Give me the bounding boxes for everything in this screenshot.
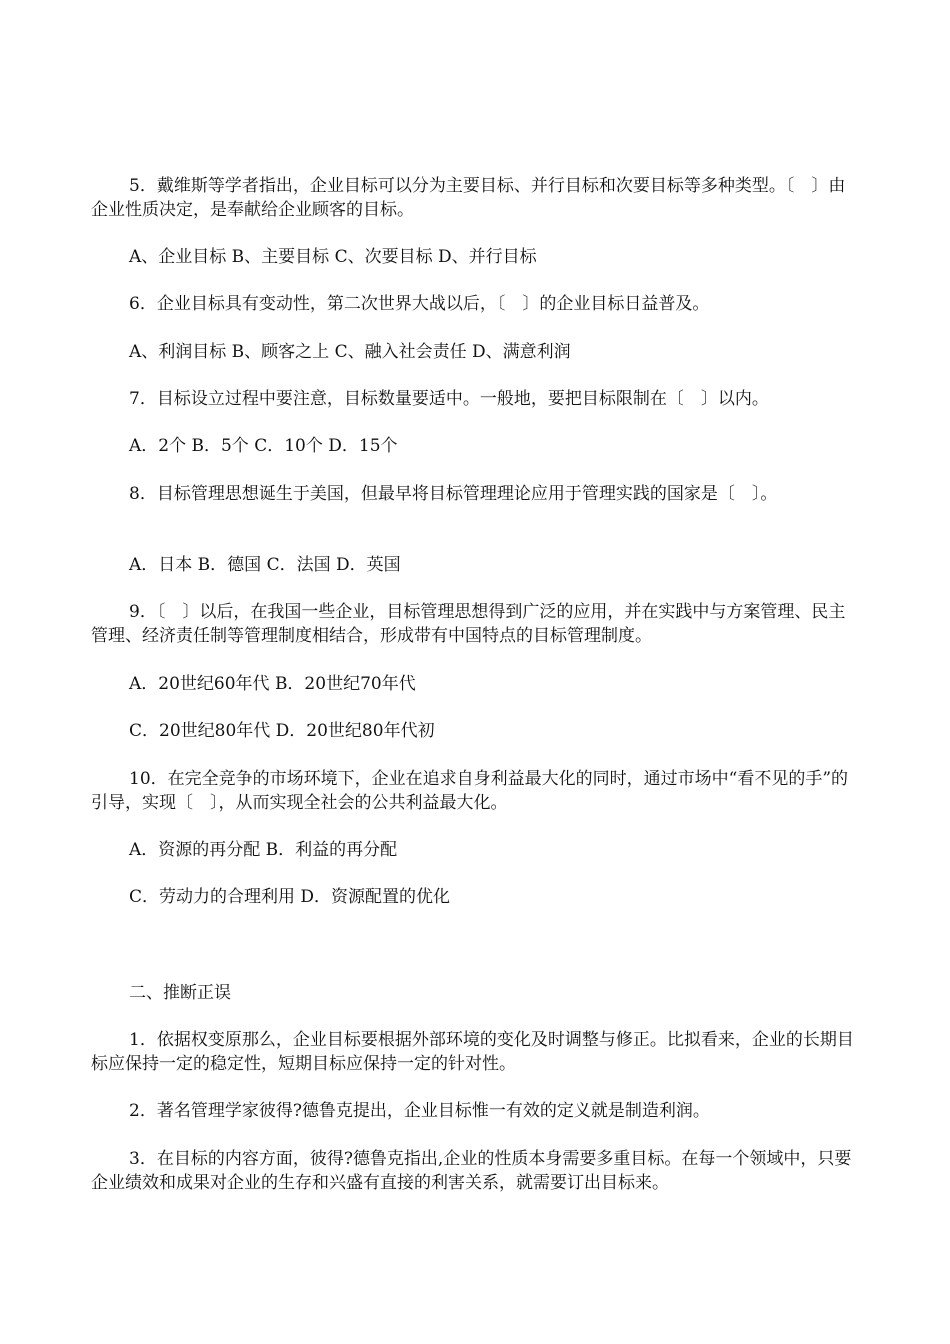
- section-heading: 二、推断正误: [129, 983, 231, 1003]
- judgment-item-2: 2．著名管理学家彼得?德鲁克提出，企业目标惟一有效的定义就是制造利润。: [129, 1101, 710, 1121]
- question-8-options: A．日本 B．德国 C．法国 D．英国: [129, 555, 401, 575]
- question-5-stem: 5．戴维斯等学者指出，企业目标可以分为主要目标、并行目标和次要目标等多种类型。〔 〕由企业性质决定，是奉献给企业顾客的目标。: [91, 176, 846, 220]
- question-6-stem: 6．企业目标具有变动性，第二次世界大战以后，〔 〕的企业目标日益普及。: [129, 294, 710, 314]
- question-9-options-line-2: C．20世纪80年代 D．20世纪80年代初: [129, 721, 435, 741]
- question-9-options-line-1: A．20世纪60年代 B．20世纪70年代: [129, 674, 416, 694]
- question-7-options: A．2个 B．5个 C．10个 D．15个: [129, 436, 398, 456]
- question-8-stem: 8．目标管理思想诞生于美国，但最早将目标管理理论应用于管理实践的国家是〔 〕。: [129, 484, 778, 504]
- question-9-stem: 9．〔 〕以后，在我国一些企业，目标管理思想得到广泛的应用，并在实践中与方案管理、民主管理、经济责任制等管理制度相结合，形成带有中国特点的目标管理制度。: [91, 602, 846, 646]
- judgment-item-1: 1．依据权变原那么，企业目标要根据外部环境的变化及时调整与修正。比拟看来，企业的长期目标应保持一定的稳定性，短期目标应保持一定的针对性。: [91, 1030, 854, 1074]
- question-5-options: A、企业目标 B、主要目标 C、次要目标 D、并行目标: [129, 247, 537, 267]
- judgment-item-3: 3．在目标的内容方面，彼得?德鲁克指出,企业的性质本身需要多重目标。在每一个领域中，只要企业绩效和成果对企业的生存和兴盛有直接的利害关系，就需要订出目标来。: [91, 1149, 852, 1193]
- question-10-options-line-2: C．劳动力的合理利用 D．资源配置的优化: [129, 887, 451, 907]
- question-7-stem: 7．目标设立过程中要注意，目标数量要适中。一般地，要把目标限制在〔 〕以内。: [129, 389, 769, 409]
- question-6-options: A、利润目标 B、顾客之上 C、融入社会责任 D、满意利润: [129, 342, 571, 362]
- question-10-options-line-1: A．资源的再分配 B．利益的再分配: [129, 840, 398, 860]
- question-10-stem: 10．在完全竞争的市场环境下，企业在追求自身利益最大化的同时，通过市场中“看不见的手”的引导，实现〔 〕，从而实现全社会的公共利益最大化。: [91, 769, 849, 813]
